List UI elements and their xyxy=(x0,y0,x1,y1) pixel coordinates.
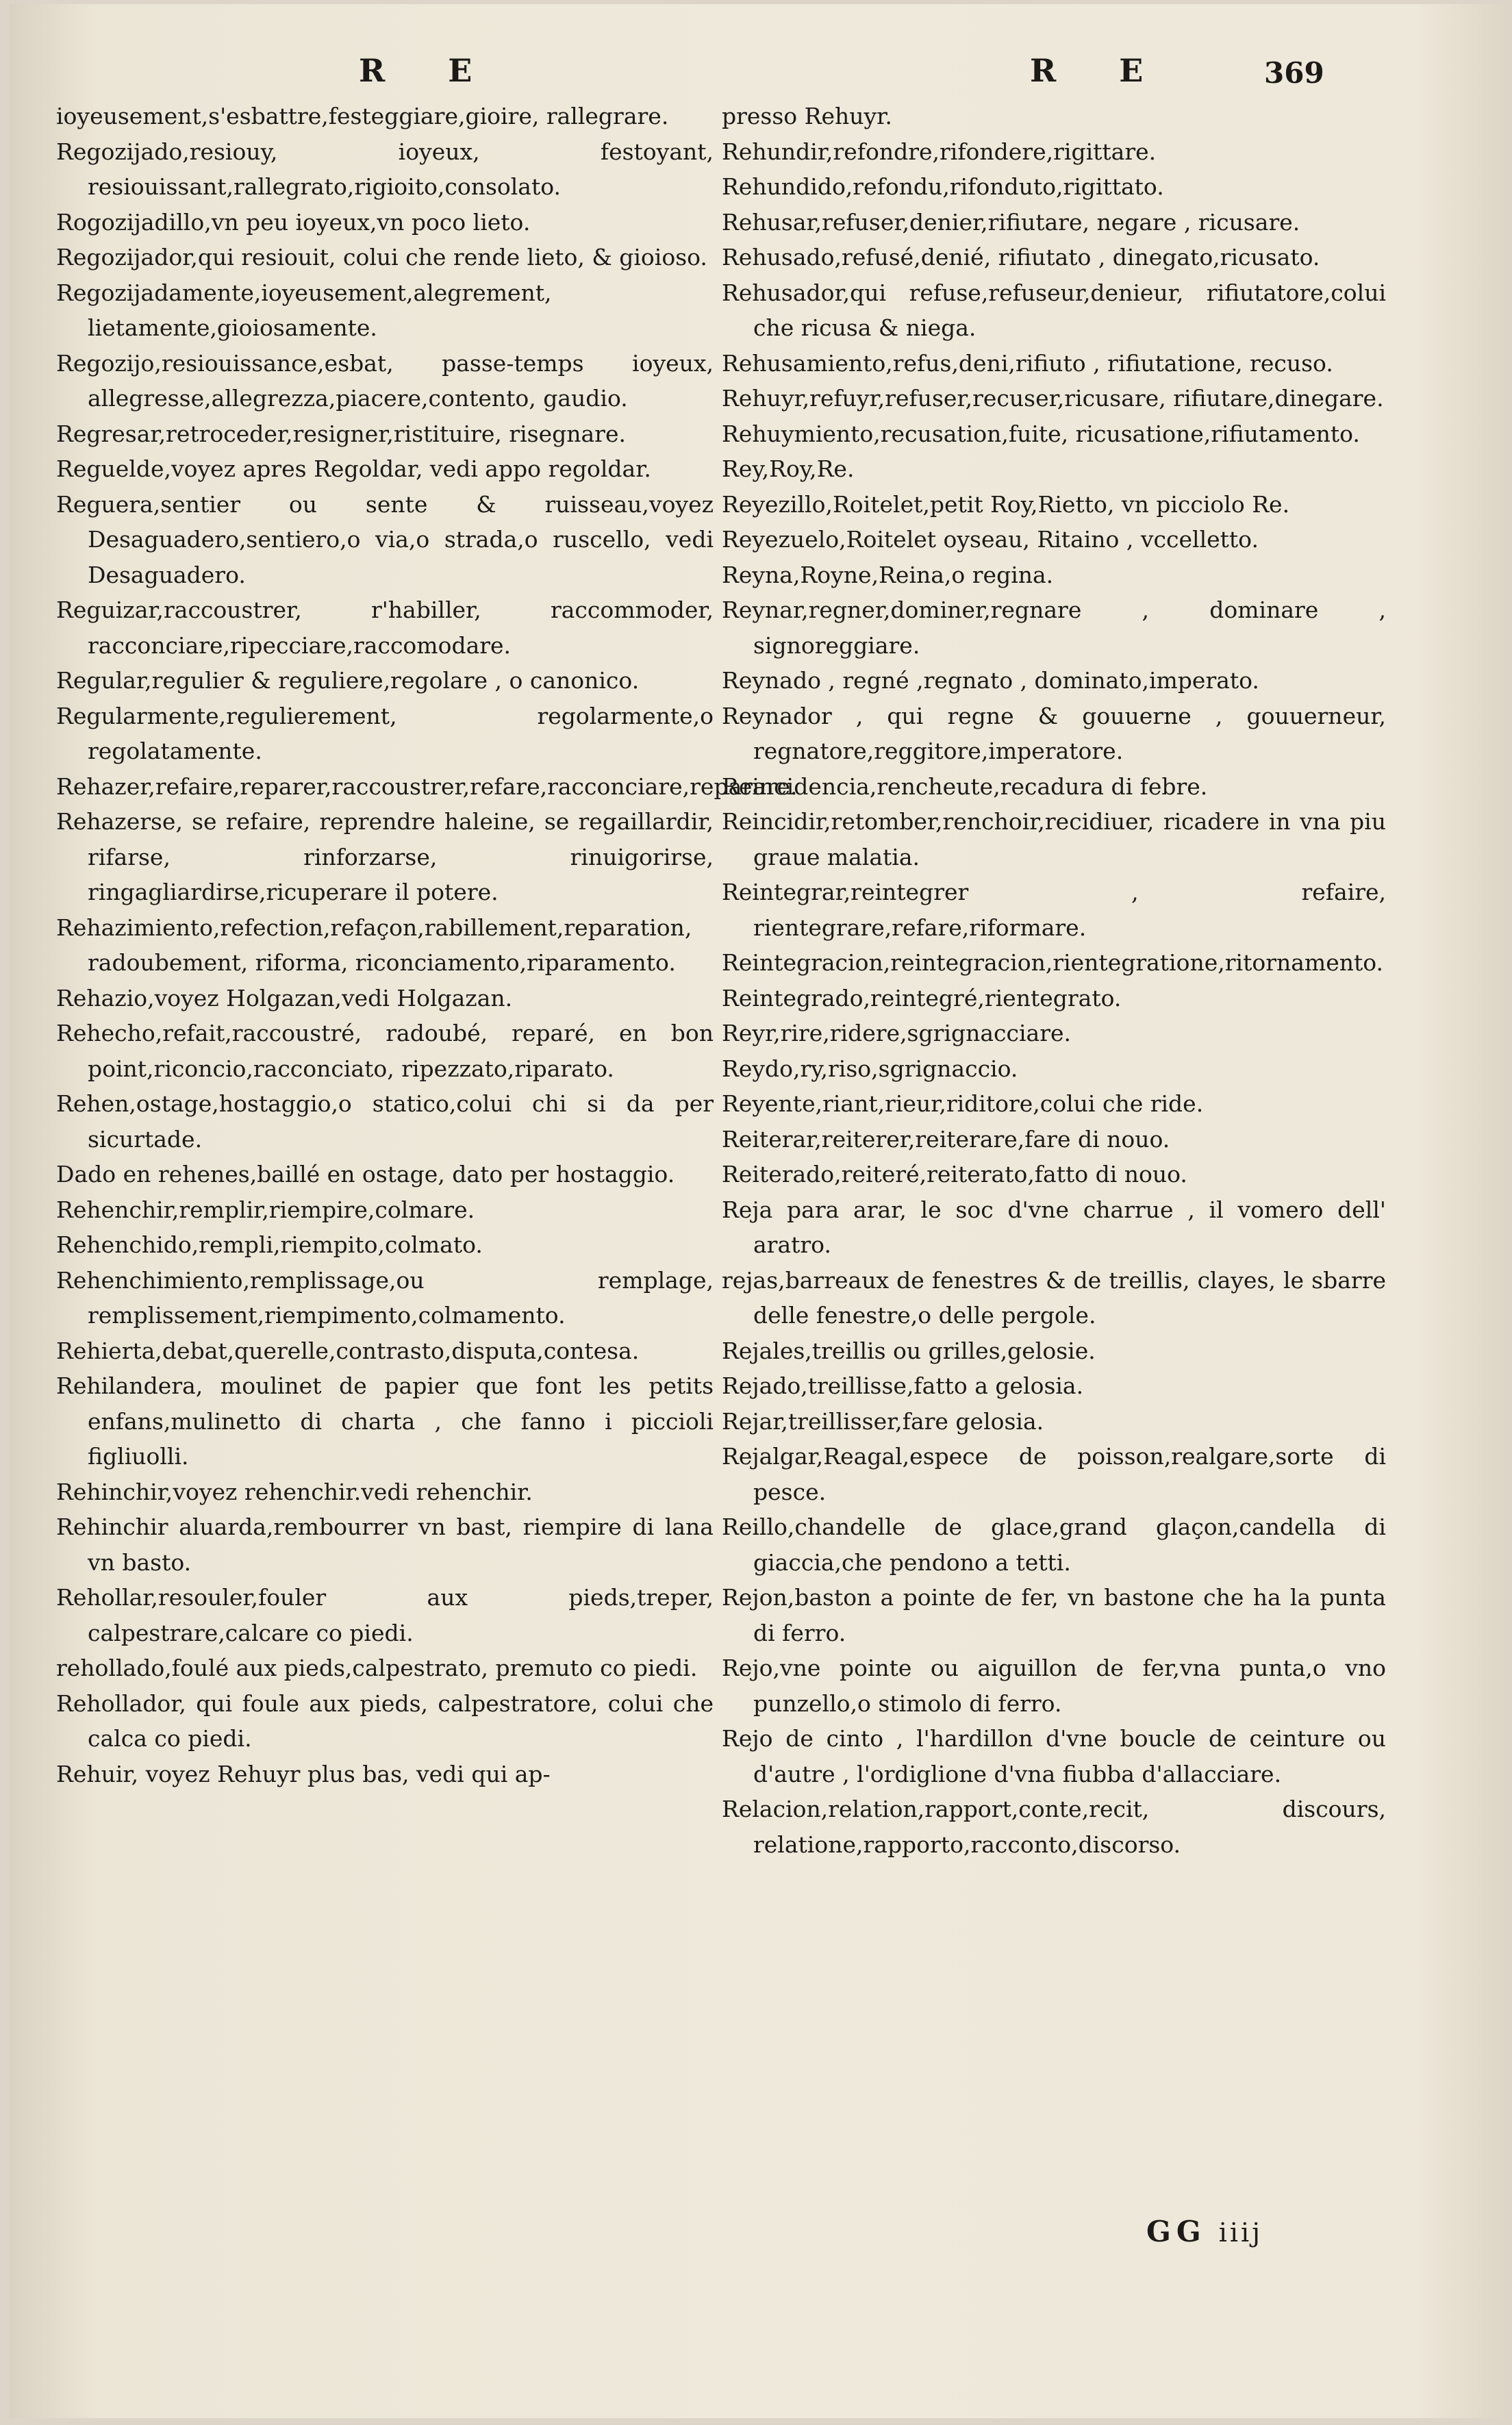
signature-number: iiij xyxy=(1218,2217,1263,2248)
dictionary-entry: Rehuir, voyez Rehuyr plus bas, vedi qui ap- xyxy=(56,1760,551,1787)
dictionary-entry: rehollado,foulé aux pieds,calpestrato, premuto co piedi. xyxy=(56,1655,698,1681)
dictionary-entry: ioyeusement,s'esbattre,festeggiare,gioire, rallegrare. xyxy=(56,103,669,129)
dictionary-entry: Rehundido,refondu,rifonduto,rigittato. xyxy=(722,173,1164,200)
dictionary-entry: Regozijadamente,ioyeusement,alegrement, lietamente,gioiosamente. xyxy=(56,279,552,341)
running-head-right: R E xyxy=(1030,52,1170,89)
dictionary-entry: Regular,regulier & reguliere,regolare , o canonico. xyxy=(56,667,640,694)
dictionary-entry: Rehusar,refuser,denier,rifiutare, negare , ricusare. xyxy=(722,208,1300,236)
dictionary-page xyxy=(10,4,1505,2418)
dictionary-entry: Reynar,regner,dominer,regnare , dominare , signoreggiare. xyxy=(722,596,1386,659)
dictionary-entry: Rehusado,refusé,denié, rifiutato , dinegato,ricusato. xyxy=(722,244,1320,271)
dictionary-entry: Reincidir,retomber,renchoir,recidiuer, ricadere in vna piu graue malatia. xyxy=(722,808,1386,870)
dictionary-entry: Reguelde,voyez apres Regoldar, vedi appo regoldar. xyxy=(56,455,651,482)
dictionary-entry: Rogozijadillo,vn peu ioyeux,vn poco lieto. xyxy=(56,208,531,236)
dictionary-entry: Reiterado,reiteré,reiterato,fatto di nouo. xyxy=(722,1161,1187,1188)
dictionary-entry: Rehinchir aluarda,rembourrer vn bast, riempire di lana vn basto. xyxy=(56,1513,714,1576)
dictionary-entry: Rehollador, qui foule aux pieds, calpestratore, colui che calca co piedi. xyxy=(56,1689,714,1752)
dictionary-entry: Reydo,ry,riso,sgrignaccio. xyxy=(722,1055,1018,1082)
dictionary-entry: Reyezillo,Roitelet,petit Roy,Rietto, vn picciolo Re. xyxy=(722,490,1290,518)
dictionary-entry: Rehuyr,refuyr,refuser,recuser,ricusare, rifiutare,dinegare. xyxy=(722,385,1384,412)
dictionary-entry: Regularmente,regulierement, regolarmente,o regolatamente. xyxy=(56,702,714,764)
dictionary-entry: Reynado , regné ,regnato , dominato,imperato. xyxy=(722,667,1259,694)
dictionary-entry: Rey,Roy,Re. xyxy=(722,455,855,482)
dictionary-entry: Reyezuelo,Roitelet oyseau, Ritaino , vccelletto. xyxy=(722,526,1259,553)
dictionary-entry: Reintegracion,reintegracion,rientegratione,ritornamento. xyxy=(722,949,1384,976)
dictionary-entry: Reiterar,reiterer,reiterare,fare di nouo. xyxy=(722,1125,1170,1153)
dictionary-entry: Rehuymiento,recusation,fuite, ricusatione,rifiutamento. xyxy=(722,420,1360,447)
dictionary-entry: Rejo de cinto , l'hardillon d'vne boucle de ceinture ou d'autre , l'ordiglione d'vna fiubba d'allacciare. xyxy=(722,1725,1386,1787)
dictionary-entry: Reyr,rire,ridere,sgrignacciare. xyxy=(722,1020,1071,1046)
dictionary-entry: Rejon,baston a pointe de fer, vn bastone che ha la punta di ferro. xyxy=(722,1584,1386,1646)
dictionary-entry: Rehenchido,rempli,riempito,colmato. xyxy=(56,1231,483,1258)
dictionary-entry: Reillo,chandelle de glace,grand glaçon,candella di giaccia,che pendono a tetti. xyxy=(722,1513,1386,1576)
dictionary-entry: Rejo,vne pointe ou aiguillon de fer,vna punta,o vno punzello,o stimolo di ferro. xyxy=(722,1655,1386,1717)
dictionary-entry: Reintegrar,reintegrer , refaire, rientegrare,refare,riformare. xyxy=(722,879,1386,941)
dictionary-entry: Rehazer,refaire,reparer,raccoustrer,refare,racconciare,reparare. xyxy=(56,772,798,800)
dictionary-entry: Rejalgar,Reagal,espece de poisson,realgare,sorte di pesce. xyxy=(722,1443,1386,1505)
dictionary-entry: Rejales,treillis ou grilles,gelosie. xyxy=(722,1337,1096,1364)
dictionary-entry: Rejado,treillisse,fatto a gelosia. xyxy=(722,1372,1084,1399)
dictionary-entry: Rehenchir,remplir,riempire,colmare. xyxy=(56,1196,475,1223)
dictionary-entry: Rehundir,refondre,rifondere,rigittare. xyxy=(722,138,1157,165)
signature-mark xyxy=(1146,2215,1263,2248)
dictionary-entry: Rehusamiento,refus,deni,rifiuto , rifiutatione, recuso. xyxy=(722,349,1333,377)
dictionary-entry: Rehecho,refait,raccoustré, radoubé, reparé, en bon point,riconcio,racconciato, ripezzato,riparato. xyxy=(56,1020,714,1082)
dictionary-entry: Rehollar,resouler,fouler aux pieds,treper, calpestrare,calcare co piedi. xyxy=(56,1584,714,1646)
dictionary-entry: Reyente,riant,rieur,riditore,colui che ride. xyxy=(722,1090,1204,1117)
signature-letters: GG xyxy=(1146,2215,1207,2248)
dictionary-entry: Rejar,treillisser,fare gelosia. xyxy=(722,1407,1044,1435)
dictionary-entry: Dado en rehenes,baillé en ostage, dato per hostaggio. xyxy=(56,1161,675,1188)
dictionary-entry: Rehinchir,voyez rehenchir.vedi rehenchir. xyxy=(56,1478,533,1505)
dictionary-entry: rejas,barreaux de fenestres & de treillis, clayes, le sbarre delle fenestre,o delle pergole. xyxy=(722,1266,1386,1329)
dictionary-entry: Reyna,Royne,Reina,o regina. xyxy=(722,561,1054,588)
dictionary-entry: Reja para arar, le soc d'vne charrue , il vomero dell' aratro. xyxy=(722,1196,1386,1258)
dictionary-entry: Reguera,sentier ou sente & ruisseau,voyez Desaguadero,sentiero,o via,o strada,o ruscello, vedi Desaguadero. xyxy=(56,490,714,588)
dictionary-entry: Rehenchimiento,remplissage,ou remplage, remplissement,riempimento,colmamento. xyxy=(56,1266,714,1329)
dictionary-entry: Regozijador,qui resiouit, colui che rende lieto, & gioioso. xyxy=(56,244,707,271)
dictionary-entry: Rehazio,voyez Holgazan,vedi Holgazan. xyxy=(56,984,513,1012)
dictionary-entry: Relacion,relation,rapport,conte,recit, discours, relatione,rapporto,racconto,discorso. xyxy=(722,1796,1386,1858)
dictionary-entry: Reincidencia,rencheute,recadura di febre. xyxy=(722,772,1208,800)
dictionary-entry: Rehazimiento,refection,refaçon,rabillement,reparation, radoubement, riforma, riconciamento,riparamento. xyxy=(56,914,692,976)
dictionary-entry: Regozijado,resiouy, ioyeux, festoyant, resiouissant,rallegrato,rigioito,consolato. xyxy=(56,138,714,200)
dictionary-entry: Reguizar,raccoustrer, r'habiller, raccommoder, racconciare,ripecciare,raccomodare. xyxy=(56,596,714,659)
dictionary-entry: Rehierta,debat,querelle,contrasto,disputa,contesa. xyxy=(56,1337,640,1364)
dictionary-entry: presso Rehuyr. xyxy=(722,103,892,129)
dictionary-entry: Rehazerse, se refaire, reprendre haleine, se regaillardir, rifarse, rinforzarse, rinuigorirse, ringagliardirse,ricuperare il potere. xyxy=(56,808,714,905)
dictionary-entry: Regozijo,resiouissance,esbat, passe-temps ioyeux, allegresse,allegrezza,piacere,contento, gaudio. xyxy=(56,349,714,412)
dictionary-entry: Regresar,retroceder,resigner,ristituire, risegnare. xyxy=(56,420,626,447)
dictionary-entry: Rehen,ostage,hostaggio,o statico,colui chi si da per sicurtade. xyxy=(56,1090,714,1153)
dictionary-entry: Reynador , qui regne & gouuerne , gouuerneur, regnatore,reggitore,imperatore. xyxy=(722,702,1386,764)
running-head-left: R E xyxy=(359,52,499,89)
dictionary-entry: Rehusador,qui refuse,refuseur,denieur, rifiutatore,colui che ricusa & niega. xyxy=(722,279,1386,341)
dictionary-entry: Rehilandera, moulinet de papier que font les petits enfans,mulinetto di charta , che fanno i piccioli figliuolli. xyxy=(56,1372,714,1470)
dictionary-entry: Reintegrado,reintegré,rientegrato. xyxy=(722,984,1122,1012)
right-column xyxy=(722,99,1386,2276)
page-number: 369 xyxy=(1264,56,1324,90)
